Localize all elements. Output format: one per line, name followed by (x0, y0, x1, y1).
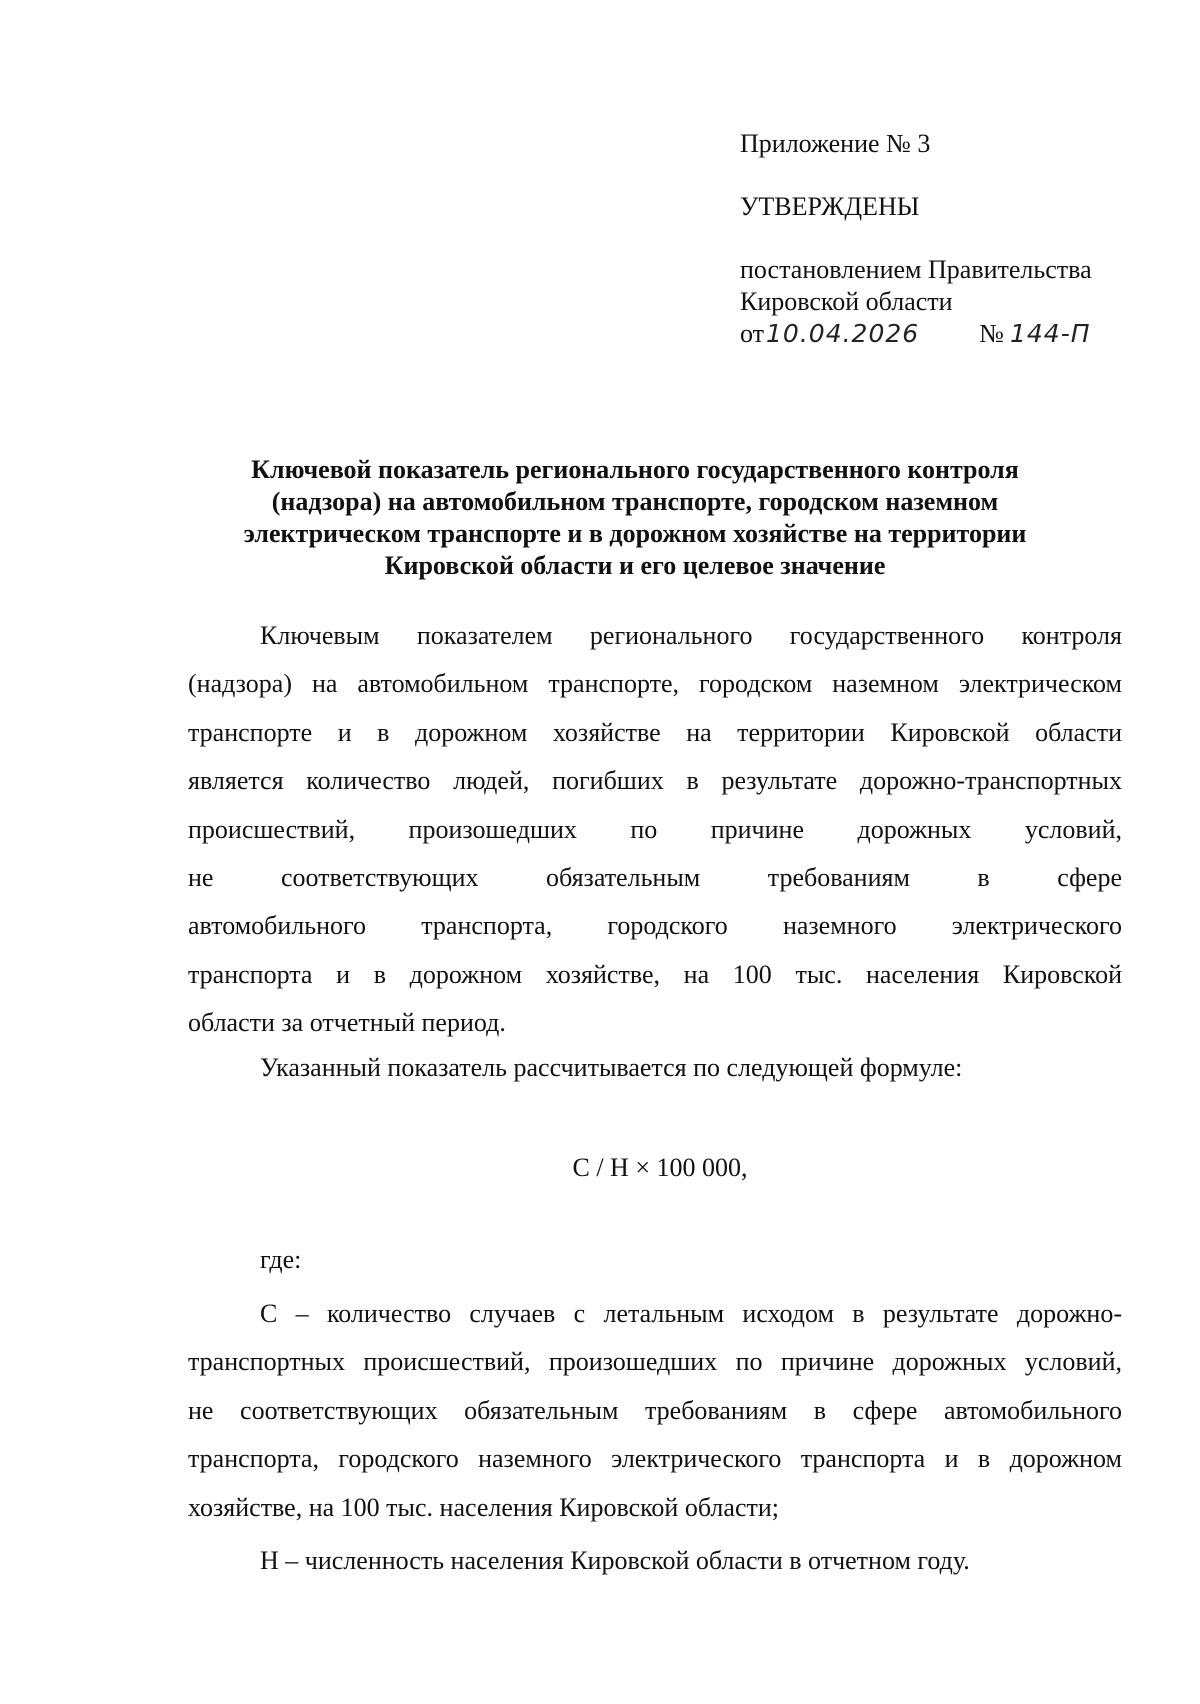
paragraph-line: Ключевым показателем регионального государственного контроля (260, 621, 1122, 650)
date-number-line (740, 318, 1160, 352)
document-title (190, 454, 1080, 582)
handwritten-date: 10.04.2026 (766, 319, 920, 348)
paragraph-line: (надзора) на автомобильном транспорте, городском наземном электрическом (188, 669, 1122, 699)
paragraph-line: не соответствующих обязательным требованиям в сфере (188, 863, 1122, 893)
paragraph-line: транспорта, городского наземного электрического транспорта и в дорожном (188, 1444, 1122, 1474)
title-line-4: Кировской области и его целевое значение (384, 551, 886, 580)
approval-block (740, 128, 1160, 352)
paragraph-line: С – количество случаев с летальным исходом в результате дорожно- (260, 1299, 1122, 1328)
paragraph-definition-h: Н – численность населения Кировской области в отчетном году. (260, 1546, 970, 1575)
handwritten-number: 144-П (1009, 319, 1091, 348)
title-line-1: Ключевой показатель регионального государственного контроля (251, 455, 1019, 484)
paragraph-line: происшествий, произошедших по причине дорожных условий, (188, 814, 1122, 844)
where-label: где: (260, 1245, 302, 1274)
paragraph-formula-intro: Указанный показатель рассчитывается по следующей формуле: (260, 1053, 963, 1082)
paragraph-line: области за отчетный период. (188, 1008, 506, 1038)
issuer-line-2: Кировской области (740, 287, 953, 316)
paragraph-line: транспорте и в дорожном хозяйстве на территории Кировской области (188, 717, 1122, 747)
issuer-line-1: постановлением Правительства (740, 255, 1092, 284)
paragraph-key-indicator (188, 612, 1122, 1048)
date-prefix: от (740, 319, 765, 348)
approved-label: УТВЕРЖДЕНЫ (740, 192, 920, 221)
paragraph-line: хозяйстве, на 100 тыс. населения Кировской области; (188, 1492, 779, 1522)
title-line-3: электрическом транспорте и в дорожном хозяйстве на территории (243, 519, 1027, 548)
appendix-number: Приложение № 3 (740, 129, 931, 158)
paragraph-definition-c (188, 1290, 1122, 1532)
paragraph-line: транспортных происшествий, произошедших по причине дорожных условий, (188, 1347, 1122, 1377)
number-prefix: № (979, 319, 1004, 348)
paragraph-line: не соответствующих обязательным требованиям в сфере автомобильного (188, 1395, 1122, 1425)
title-line-2: (надзора) на автомобильном транспорте, городском наземном (271, 487, 999, 516)
paragraph-line: является количество людей, погибших в результате дорожно-транспортных (188, 766, 1122, 796)
formula: С / Н × 100 000, (572, 1153, 748, 1182)
paragraph-line: автомобильного транспорта, городского наземного электрического (188, 911, 1122, 941)
paragraph-line: транспорта и в дорожном хозяйстве, на 100 тыс. населения Кировской (188, 959, 1122, 989)
